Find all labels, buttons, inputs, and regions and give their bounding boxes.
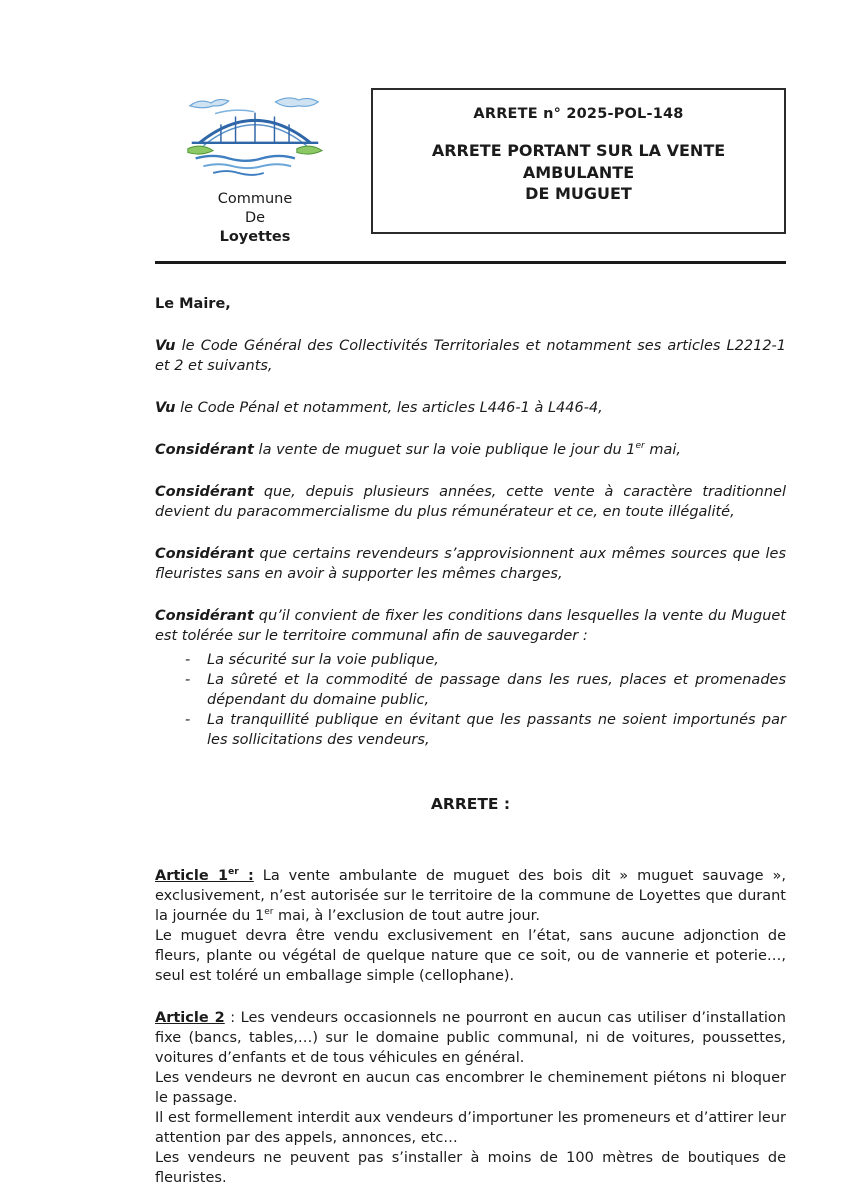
bridge-logo-icon	[182, 92, 328, 184]
recital-considerant-1	[155, 440, 786, 460]
lead-word: Considérant	[155, 442, 254, 458]
article-2-paragraph-2: Les vendeurs ne devront en aucun cas encombrer le cheminement piétons ni bloquer le passage.	[155, 1070, 786, 1106]
lead-word: Vu	[155, 400, 176, 416]
superscript: er	[635, 441, 645, 452]
arrete-title-line1: ARRETE PORTANT SUR LA VENTE AMBULANTE	[431, 141, 726, 182]
article-2-paragraph-1	[155, 1008, 786, 1068]
superscript: er	[264, 907, 274, 918]
text-run: qu’il convient de fixer les conditions dans lesquelles la vente du Muguet est tolérée sur le territoire communal afin de sauvegarder :	[155, 608, 786, 644]
text-run: :	[238, 868, 254, 884]
text-run: Article 1	[155, 868, 229, 884]
list-item	[155, 670, 786, 710]
salutation: Le Maire,	[155, 296, 231, 312]
header-divider	[155, 261, 786, 264]
bullet-dash: -	[185, 652, 191, 668]
recital-vu-1	[155, 336, 786, 376]
arrete-title-box	[371, 88, 786, 234]
article-2-paragraph-4: Les vendeurs ne peuvent pas s’installer à moins de 100 mètres de boutiques de fleuristes.	[155, 1150, 786, 1186]
list-item	[155, 710, 786, 750]
text-run: que, depuis plusieurs années, cette vente à caractère traditionnel devient du paracommercialisme du plus rémunérateur et ce, en toute illégalité,	[155, 484, 786, 520]
article-1-label	[155, 868, 254, 884]
recital-considerant-3	[155, 544, 786, 584]
list-item	[155, 650, 786, 670]
considerant-list	[155, 650, 786, 750]
recital-vu-2	[155, 398, 786, 418]
article-1	[155, 866, 786, 986]
commune-name-line1: Commune	[217, 191, 293, 207]
lead-word: Considérant	[155, 546, 254, 562]
recital-considerant-2	[155, 482, 786, 522]
lead-word: Considérant	[155, 608, 254, 624]
text-run: le Code Général des Collectivités Territoriales et notamment ses articles L2212-1 et 2 et suivants,	[155, 338, 786, 374]
text-run: Les vendeurs occasionnels ne pourront en aucun cas utiliser d’installation fixe (bancs, tables,…) sur le domaine public communal, ni de voitures, poussettes, voitures d’enfants et de tous véhicules en général.	[155, 1010, 786, 1066]
document-header	[155, 88, 786, 247]
commune-block	[155, 88, 355, 247]
text-run: mai, à l’exclusion de tout autre jour.	[273, 908, 540, 924]
arrete-heading: ARRETE :	[430, 795, 511, 813]
commune-name-line3: Loyettes	[219, 229, 291, 245]
list-item-text: La tranquillité publique en évitant que les passants ne soient importunés par les sollicitations des vendeurs,	[207, 712, 786, 748]
arrete-title-line2: DE MUGUET	[525, 184, 632, 204]
recital-considerant-4	[155, 606, 786, 646]
text-run: La vente ambulante de muguet des bois dit » muguet sauvage », exclusivement, n’est autorisée sur le territoire de la commune de Loyettes que durant la journée du 1	[155, 868, 786, 924]
arrete-number: ARRETE n° 2025-POL-148	[473, 106, 684, 122]
commune-name-line2: De	[244, 210, 266, 226]
arrete-title	[383, 140, 774, 205]
list-item-text: La sécurité sur la voie publique,	[207, 652, 439, 668]
bullet-dash: -	[185, 712, 191, 728]
article-2-label: Article 2	[155, 1010, 225, 1026]
lead-word: Considérant	[155, 484, 254, 500]
text-run: le Code Pénal et notamment, les articles L446-1 à L446-4,	[175, 400, 603, 416]
article-1-paragraph-2: Le muguet devra être vendu exclusivement en l’état, sans aucune adjonction de fleurs, plante ou végétal de quelque nature que ce soit, ou de vannerie et poterie…, seul est toléré un emballage simple (cellophane).	[155, 928, 786, 984]
superscript: er	[228, 867, 239, 878]
text-run: mai,	[644, 442, 682, 458]
text-run: :	[224, 1010, 236, 1026]
list-item-text: La sûreté et la commodité de passage dans les rues, places et promenades dépendant du domaine public,	[207, 672, 786, 708]
bullet-dash: -	[185, 672, 191, 688]
article-2	[155, 1008, 786, 1188]
lead-word: Vu	[155, 338, 176, 354]
text-run: la vente de muguet sur la voie publique le jour du 1	[253, 442, 636, 458]
text-run: que certains revendeurs s’approvisionnent aux mêmes sources que les fleuristes sans en avoir à supporter les mêmes charges,	[155, 546, 786, 582]
article-1-paragraph-1	[155, 866, 786, 926]
article-2-paragraph-3: Il est formellement interdit aux vendeurs d’importuner les promeneurs et d’attirer leur attention par des appels, annonces, etc…	[155, 1110, 786, 1146]
